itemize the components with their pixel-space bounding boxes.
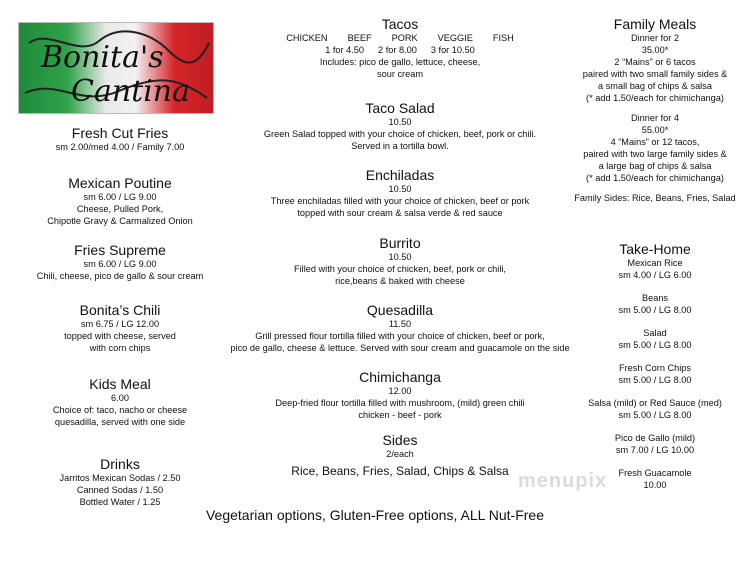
description-line: quesadilla, served with one side <box>54 417 186 427</box>
take-home-item <box>560 292 750 316</box>
family-sides: Family Sides: Rice, Beans, Fries, Salad <box>574 193 736 203</box>
taco-option: VEGGIE <box>437 33 473 43</box>
description-line: topped with cheese, served <box>64 331 176 341</box>
section-title: Sides <box>382 432 418 448</box>
section-title: Fries Supreme <box>74 242 166 258</box>
description-line: 2 “Mains” or 6 tacos <box>614 57 696 67</box>
description-line: Cheese, Pulled Pork, <box>76 204 164 214</box>
mexican-poutine-section <box>0 175 240 227</box>
price-line: sm 6.75 / LG 12.00 <box>80 319 160 329</box>
burrito-section <box>220 235 580 287</box>
section-title: Mexican Poutine <box>68 175 172 191</box>
taco-options <box>220 32 580 44</box>
taco-salad-section <box>220 100 580 152</box>
price-line: sm 2.00/med 4.00 / Family 7.00 <box>55 142 185 152</box>
chimichanga-section <box>220 369 580 421</box>
price-line: sm 6.00 / LG 9.00 <box>83 259 157 269</box>
description-line: paired with two large family sides & <box>583 149 727 159</box>
dietary-footer: Vegetarian options, Gluten-Free options, ALL Nut-Free <box>205 507 544 523</box>
taco-option: CHICKEN <box>286 33 328 43</box>
take-home-section <box>560 241 750 491</box>
item-price: 10.00 <box>643 480 667 490</box>
tacos-section <box>220 16 580 80</box>
section-title: Quesadilla <box>366 302 434 318</box>
section-title: Fresh Cut Fries <box>71 125 169 141</box>
item-name: Salad <box>643 328 667 338</box>
fresh-cut-fries-section <box>0 125 240 153</box>
price-line: 10.50 <box>388 117 412 127</box>
item-price: sm 5.00 / LG 8.00 <box>618 305 692 315</box>
section-title: Burrito <box>379 235 421 251</box>
description-line: sour cream <box>377 69 423 79</box>
price-line: 35.00* <box>641 45 669 55</box>
dinner-title: Dinner for 2 <box>630 33 679 43</box>
description-line: a small bag of chips & salsa <box>598 81 712 91</box>
description-line: Includes: pico de gallo, lettuce, cheese, <box>319 57 481 67</box>
section-title: Enchiladas <box>365 167 435 183</box>
price-line: sm 6.00 / LG 9.00 <box>83 192 157 202</box>
taco-option: FISH <box>492 33 514 43</box>
description-line: Green Salad topped with your choice of chicken, beef, pork or chili. <box>263 129 537 139</box>
sides-items: Rice, Beans, Fries, Salad, Chips & Salsa <box>291 464 509 478</box>
taco-price: 2 for 8.00 <box>378 45 417 55</box>
description-line: Filled with your choice of chicken, beef, pork or chili, <box>294 264 506 274</box>
restaurant-logo <box>18 22 214 114</box>
item-name: Fresh Guacamole <box>618 468 692 478</box>
section-title: Drinks <box>100 456 140 472</box>
enchiladas-section <box>220 167 580 219</box>
fries-supreme-section <box>0 242 240 282</box>
bonitas-chili-section <box>0 302 240 354</box>
description-line: (* add 1.50/each for chimichanga) <box>586 173 724 183</box>
take-home-item <box>560 397 750 421</box>
svg-text:Bonita's: Bonita's <box>41 40 164 75</box>
taco-option: PORK <box>391 33 418 43</box>
quesadilla-section <box>220 302 580 354</box>
description-line: Deep-fried flour tortilla filled with mushroom, (mild) green chili <box>275 398 525 408</box>
price-line: 55.00* <box>641 125 669 135</box>
item-name: Mexican Rice <box>627 258 683 268</box>
drink-line: Jarritos Mexican Sodas / 2.50 <box>59 473 181 483</box>
description-line: a large bag of chips & salsa <box>598 161 712 171</box>
description-line: topped with sour cream & salsa verde & red sauce <box>297 208 503 218</box>
menupix-watermark: menupix <box>518 470 608 492</box>
price-line: 11.50 <box>388 319 412 329</box>
item-price: sm 5.00 / LG 8.00 <box>618 410 692 420</box>
description-line: Choice of: taco, nacho or cheese <box>52 405 188 415</box>
take-home-item <box>560 327 750 351</box>
taco-price: 3 for 10.50 <box>430 45 475 55</box>
section-title: Bonita’s Chili <box>79 302 161 318</box>
description-line: pico de gallo, cheese & lettuce. Served with sour cream and guacamole on the side <box>230 343 570 353</box>
description-line: Three enchiladas filled with your choice of chicken, beef or pork <box>270 196 530 206</box>
description-line: Chili, cheese, pico de gallo & sour cream <box>36 271 204 281</box>
taco-price: 1 for 4.50 <box>325 45 365 55</box>
family-meals-section <box>560 16 750 204</box>
price-line: 10.50 <box>388 252 412 262</box>
description-line: (* add 1.50/each for chimichanga) <box>586 93 724 103</box>
item-name: Salsa (mild) or Red Sauce (med) <box>588 398 722 408</box>
section-title: Family Meals <box>613 16 697 32</box>
section-title: Take-Home <box>619 241 691 257</box>
drink-line: Canned Sodas / 1.50 <box>76 485 164 495</box>
item-price: sm 5.00 / LG 8.00 <box>618 375 692 385</box>
take-home-item <box>560 257 750 281</box>
description-line: Grill pressed flour tortilla filled with your choice of chicken, beef or pork, <box>255 331 545 341</box>
take-home-item <box>560 362 750 386</box>
price-line: 2/each <box>386 449 414 459</box>
take-home-item <box>560 432 750 456</box>
kids-meal-section <box>0 376 240 428</box>
description-line: 4 “Mains” or 12 tacos, <box>610 137 700 147</box>
section-title: Chimichanga <box>359 369 441 385</box>
section-title: Taco Salad <box>365 100 435 116</box>
section-title: Kids Meal <box>89 376 151 392</box>
taco-option: BEEF <box>347 33 372 43</box>
description-line: paired with two small family sides & <box>582 69 728 79</box>
svg-text:Cantina: Cantina <box>71 74 191 109</box>
item-name: Fresh Corn Chips <box>619 363 691 373</box>
price-line: 10.50 <box>388 184 412 194</box>
item-price: sm 4.00 / LG 6.00 <box>618 270 692 280</box>
drink-line: Bottled Water / 1.25 <box>79 497 161 507</box>
item-name: Pico de Gallo (mild) <box>614 433 696 443</box>
item-name: Beans <box>641 293 669 303</box>
item-price: sm 7.00 / LG 10.00 <box>615 445 695 455</box>
section-title: Tacos <box>381 16 419 32</box>
dinner-title: Dinner for 4 <box>630 113 679 123</box>
taco-prices <box>220 44 580 56</box>
description-line: Chipotle Gravy & Carmalized Onion <box>47 216 193 226</box>
description-line: with corn chips <box>89 343 151 353</box>
price-line: 6.00 <box>111 393 129 403</box>
price-line: 12.00 <box>388 386 412 396</box>
description-line: Served in a tortilla bowl. <box>351 141 449 151</box>
description-line: rice,beans & baked with cheese <box>335 276 465 286</box>
description-line: chicken - beef - pork <box>358 410 442 420</box>
drinks-section <box>0 456 240 508</box>
item-price: sm 5.00 / LG 8.00 <box>618 340 692 350</box>
